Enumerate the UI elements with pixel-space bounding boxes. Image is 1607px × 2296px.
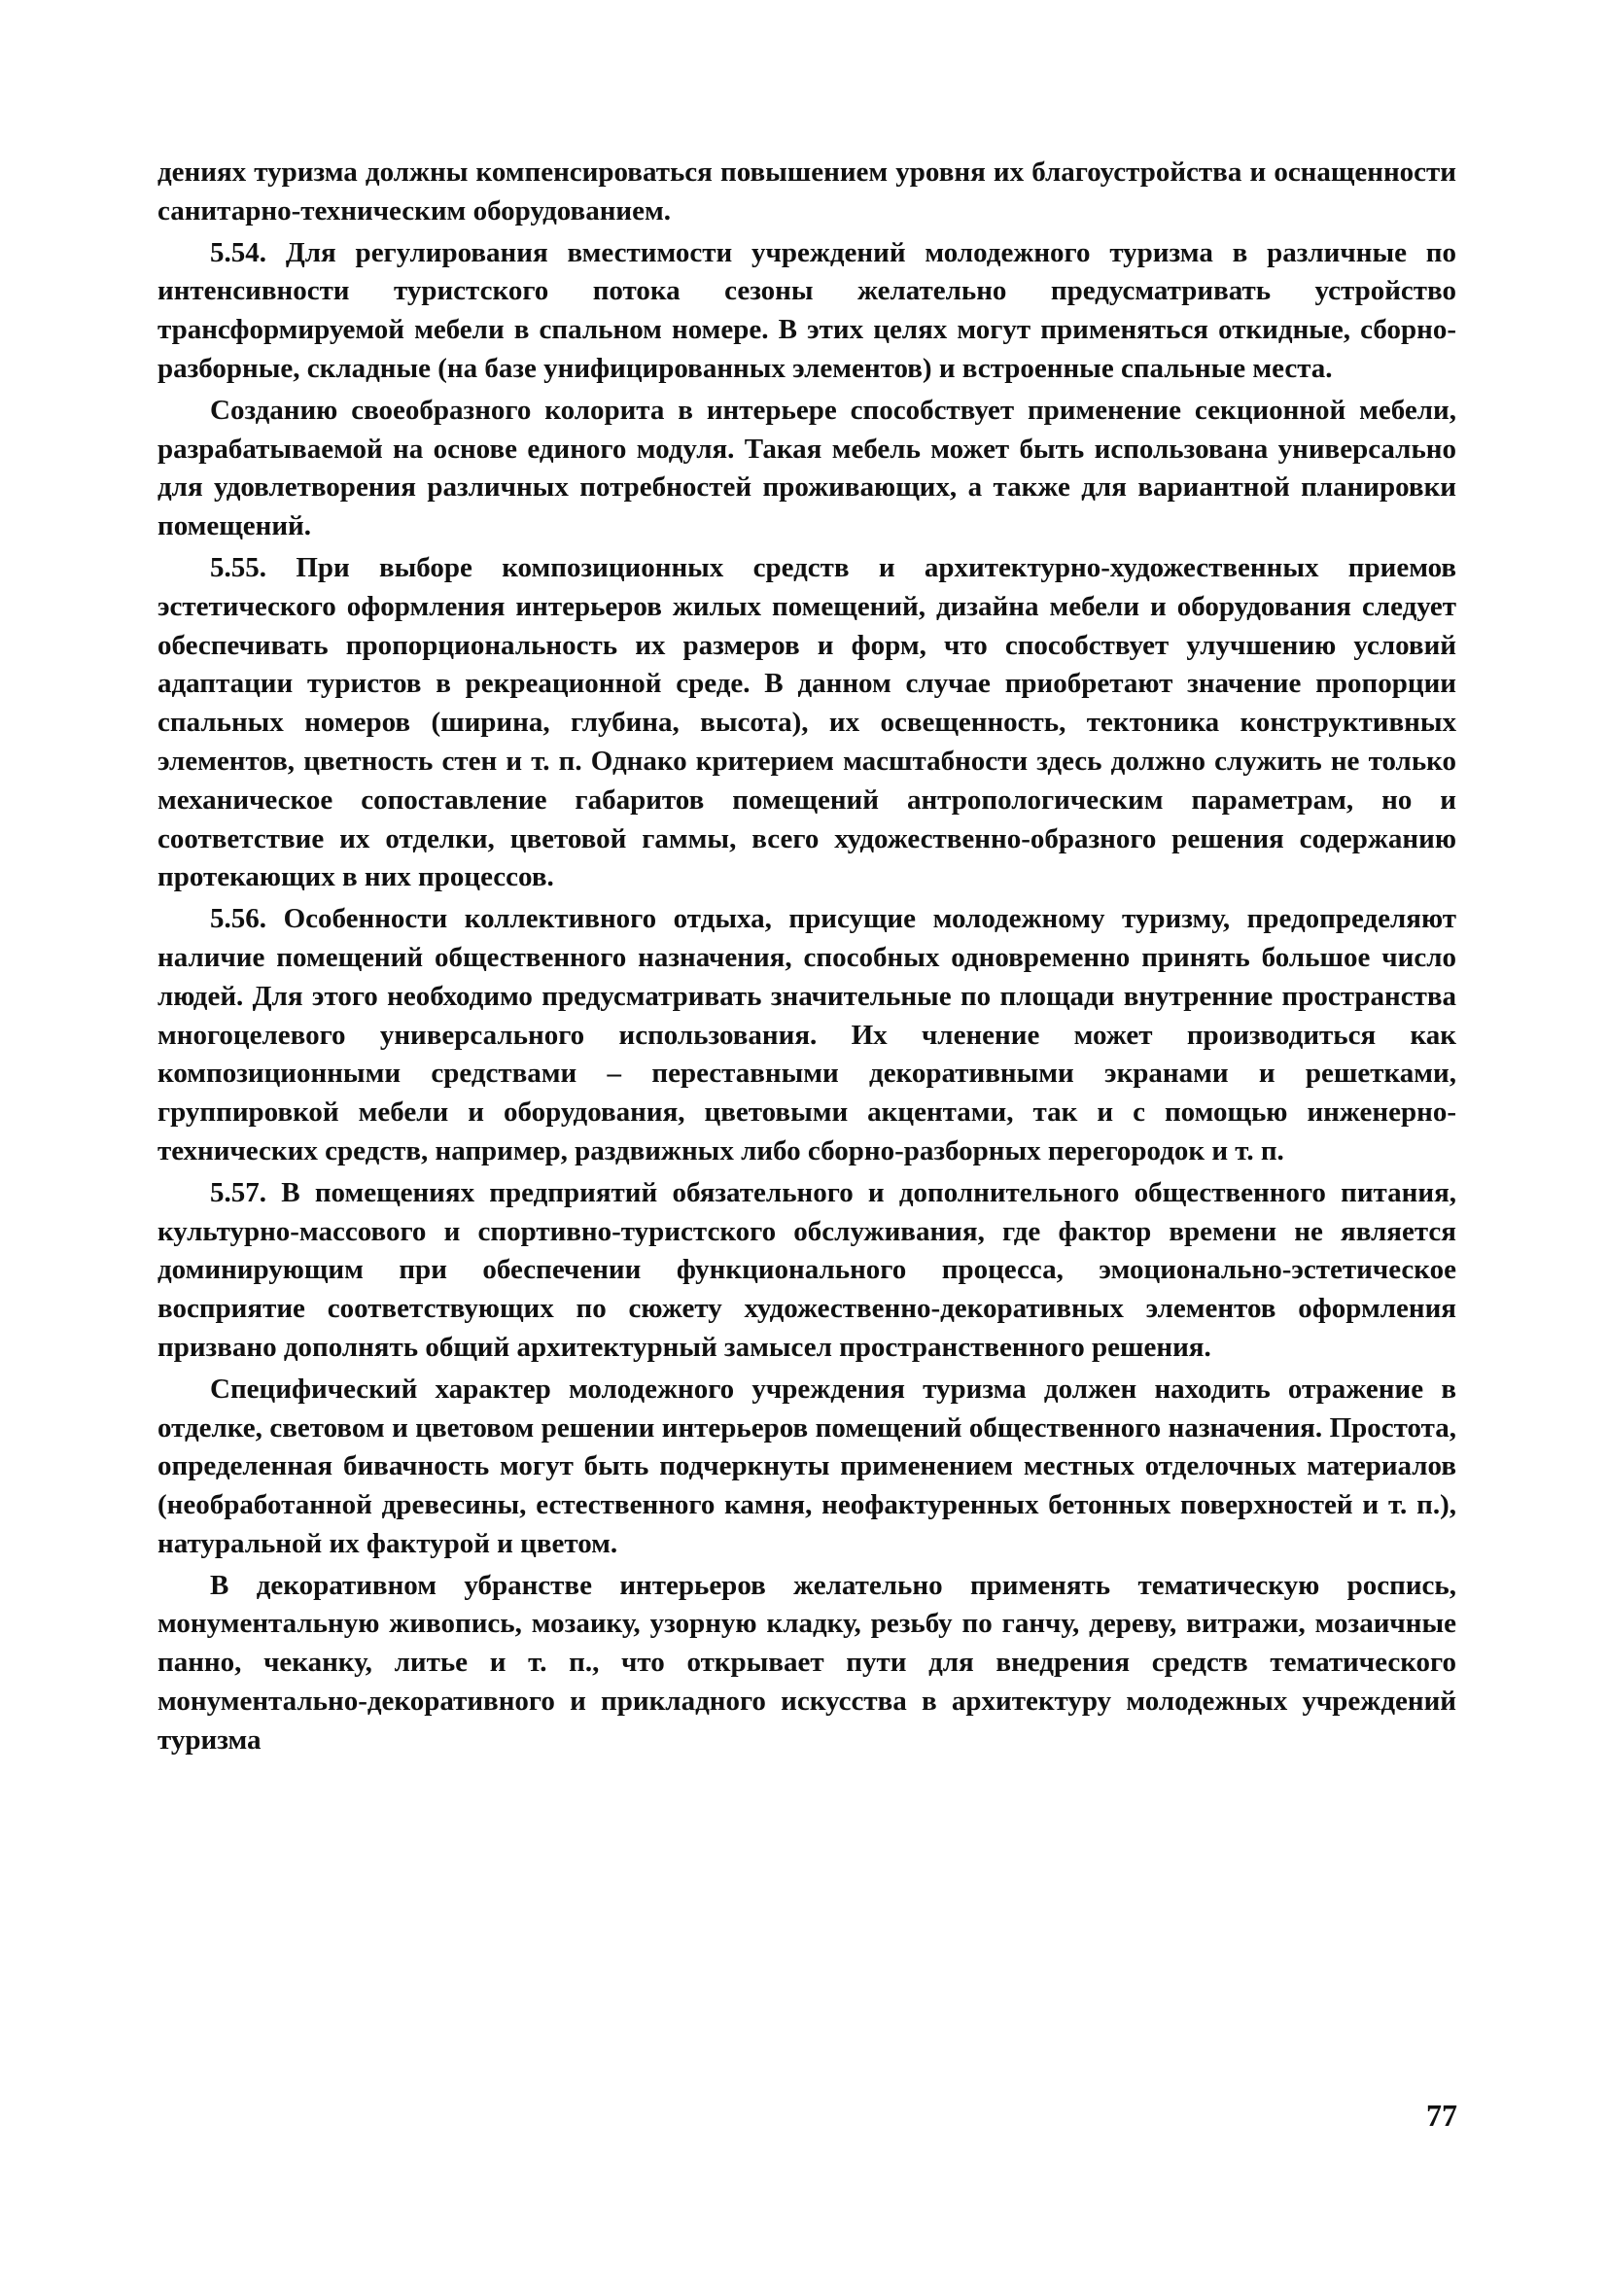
paragraph-5-55 (157, 549, 1456, 897)
paragraph-specific-character (157, 1371, 1456, 1564)
page-number: 77 (1426, 2098, 1457, 2133)
paragraph-5-56 (157, 900, 1456, 1171)
paragraph-5-57 (157, 1174, 1456, 1368)
paragraph-text: При выборе композиционных средств и архитектурно-художественных приемов эстетического оформления интерьеров жилых помещений, дизайна мебели и оборудования следует обеспечивать пропорциональность их размеров и форм, что способствует улучшению условий адаптации туристов в рекреационной среде. В данном случае приобретают значение пропорции спальных номеров (ширина, глубина, высота), их освещенность, тектоника конструктивных элементов, цветность стен и т. п. Однако критерием масштабности здесь должно служить не только механическое сопоставление габаритов помещений антропологическим параметрам, но и соответствие их отделки, цветовой гаммы, всего художественно-образного решения содержанию протекающих в них процессов. (157, 551, 1457, 893)
paragraph-5-54 (157, 234, 1456, 389)
section-number: 5.57. (210, 1176, 266, 1208)
document-body (157, 154, 1456, 1763)
section-number: 5.54. (210, 236, 266, 268)
paragraph-continuation (157, 154, 1456, 231)
paragraph-text: Особенности коллективного отдыха, присущие молодежному туризму, предопределяют наличие помещений общественного назначения, способных одновременно принять большое число людей. Для этого необходимо предусматривать значительные по площади внутренние пространства многоцелевого универсального использования. Их членение может производиться как композиционными средствами – переставными декоративными экранами и решетками, группировкой мебели и оборудования, цветовыми акцентами, так и с помощью инженерно-технических средств, например, раздвижных либо сборно-разборных перегородок и т. п. (157, 903, 1456, 1166)
paragraph-text: В декоративном убранстве интерьеров желательно применять тематическую роспись, монументальную живопись, мозаику, узорную кладку, резьбу по ганчу, дереву, витражи, мозаичные панно, чеканку, литье и т. п., что открывает пути для внедрения средств тематического монументально-декоративного и прикладного искусства в архитектуру молодежных учреждений туризма (157, 1569, 1456, 1756)
section-number: 5.56. (210, 903, 266, 935)
paragraph-text: Для регулирования вместимости учреждений молодежного туризма в различные по интенсивности туристского потока сезоны желательно предусматривать устройство трансформируемой мебели в спальном номере. В этих целях могут применяться откидные, сборно-разборные, складные (на базе унифицированных элементов) и встроенные спальные места. (157, 236, 1456, 384)
paragraph-text: дениях туризма должны компенсироваться повышением уровня их благоустройства и оснащенности санитарно-техническим оборудованием. (157, 157, 1456, 226)
paragraph-decorative-decoration (157, 1567, 1456, 1760)
paragraph-text: Созданию своеобразного колорита в интерьере способствует применение секционной мебели, разрабатываемой на основе единого модуля. Такая мебель может быть использована универсально для удовлетворения различных потребностей проживающих, а также для вариантной планировки помещений. (157, 394, 1456, 542)
paragraph-text: В помещениях предприятий обязательного и дополнительного общественного питания, культурно-массового и спортивно-туристского обслуживания, где фактор времени не является доминирующим при обеспечении функционального процесса, эмоционально-эстетическое восприятие соответствующих по сюжету художественно-декоративных элементов оформления призвано дополнять общий архитектурный замысел пространственного решения. (157, 1176, 1457, 1363)
section-number: 5.55. (210, 551, 266, 583)
paragraph-text: Специфический характер молодежного учреждения туризма должен находить отражение в отделке, световом и цветовом решении интерьеров помещений общественного назначения. Простота, определенная бивачность могут быть подчеркнуты применением местных отделочных материалов (необработанной древесины, естественного камня, неофактуренных бетонных поверхностей и т. п.), натуральной их фактурой и цветом. (157, 1373, 1456, 1559)
paragraph-sectional-furniture (157, 392, 1456, 546)
